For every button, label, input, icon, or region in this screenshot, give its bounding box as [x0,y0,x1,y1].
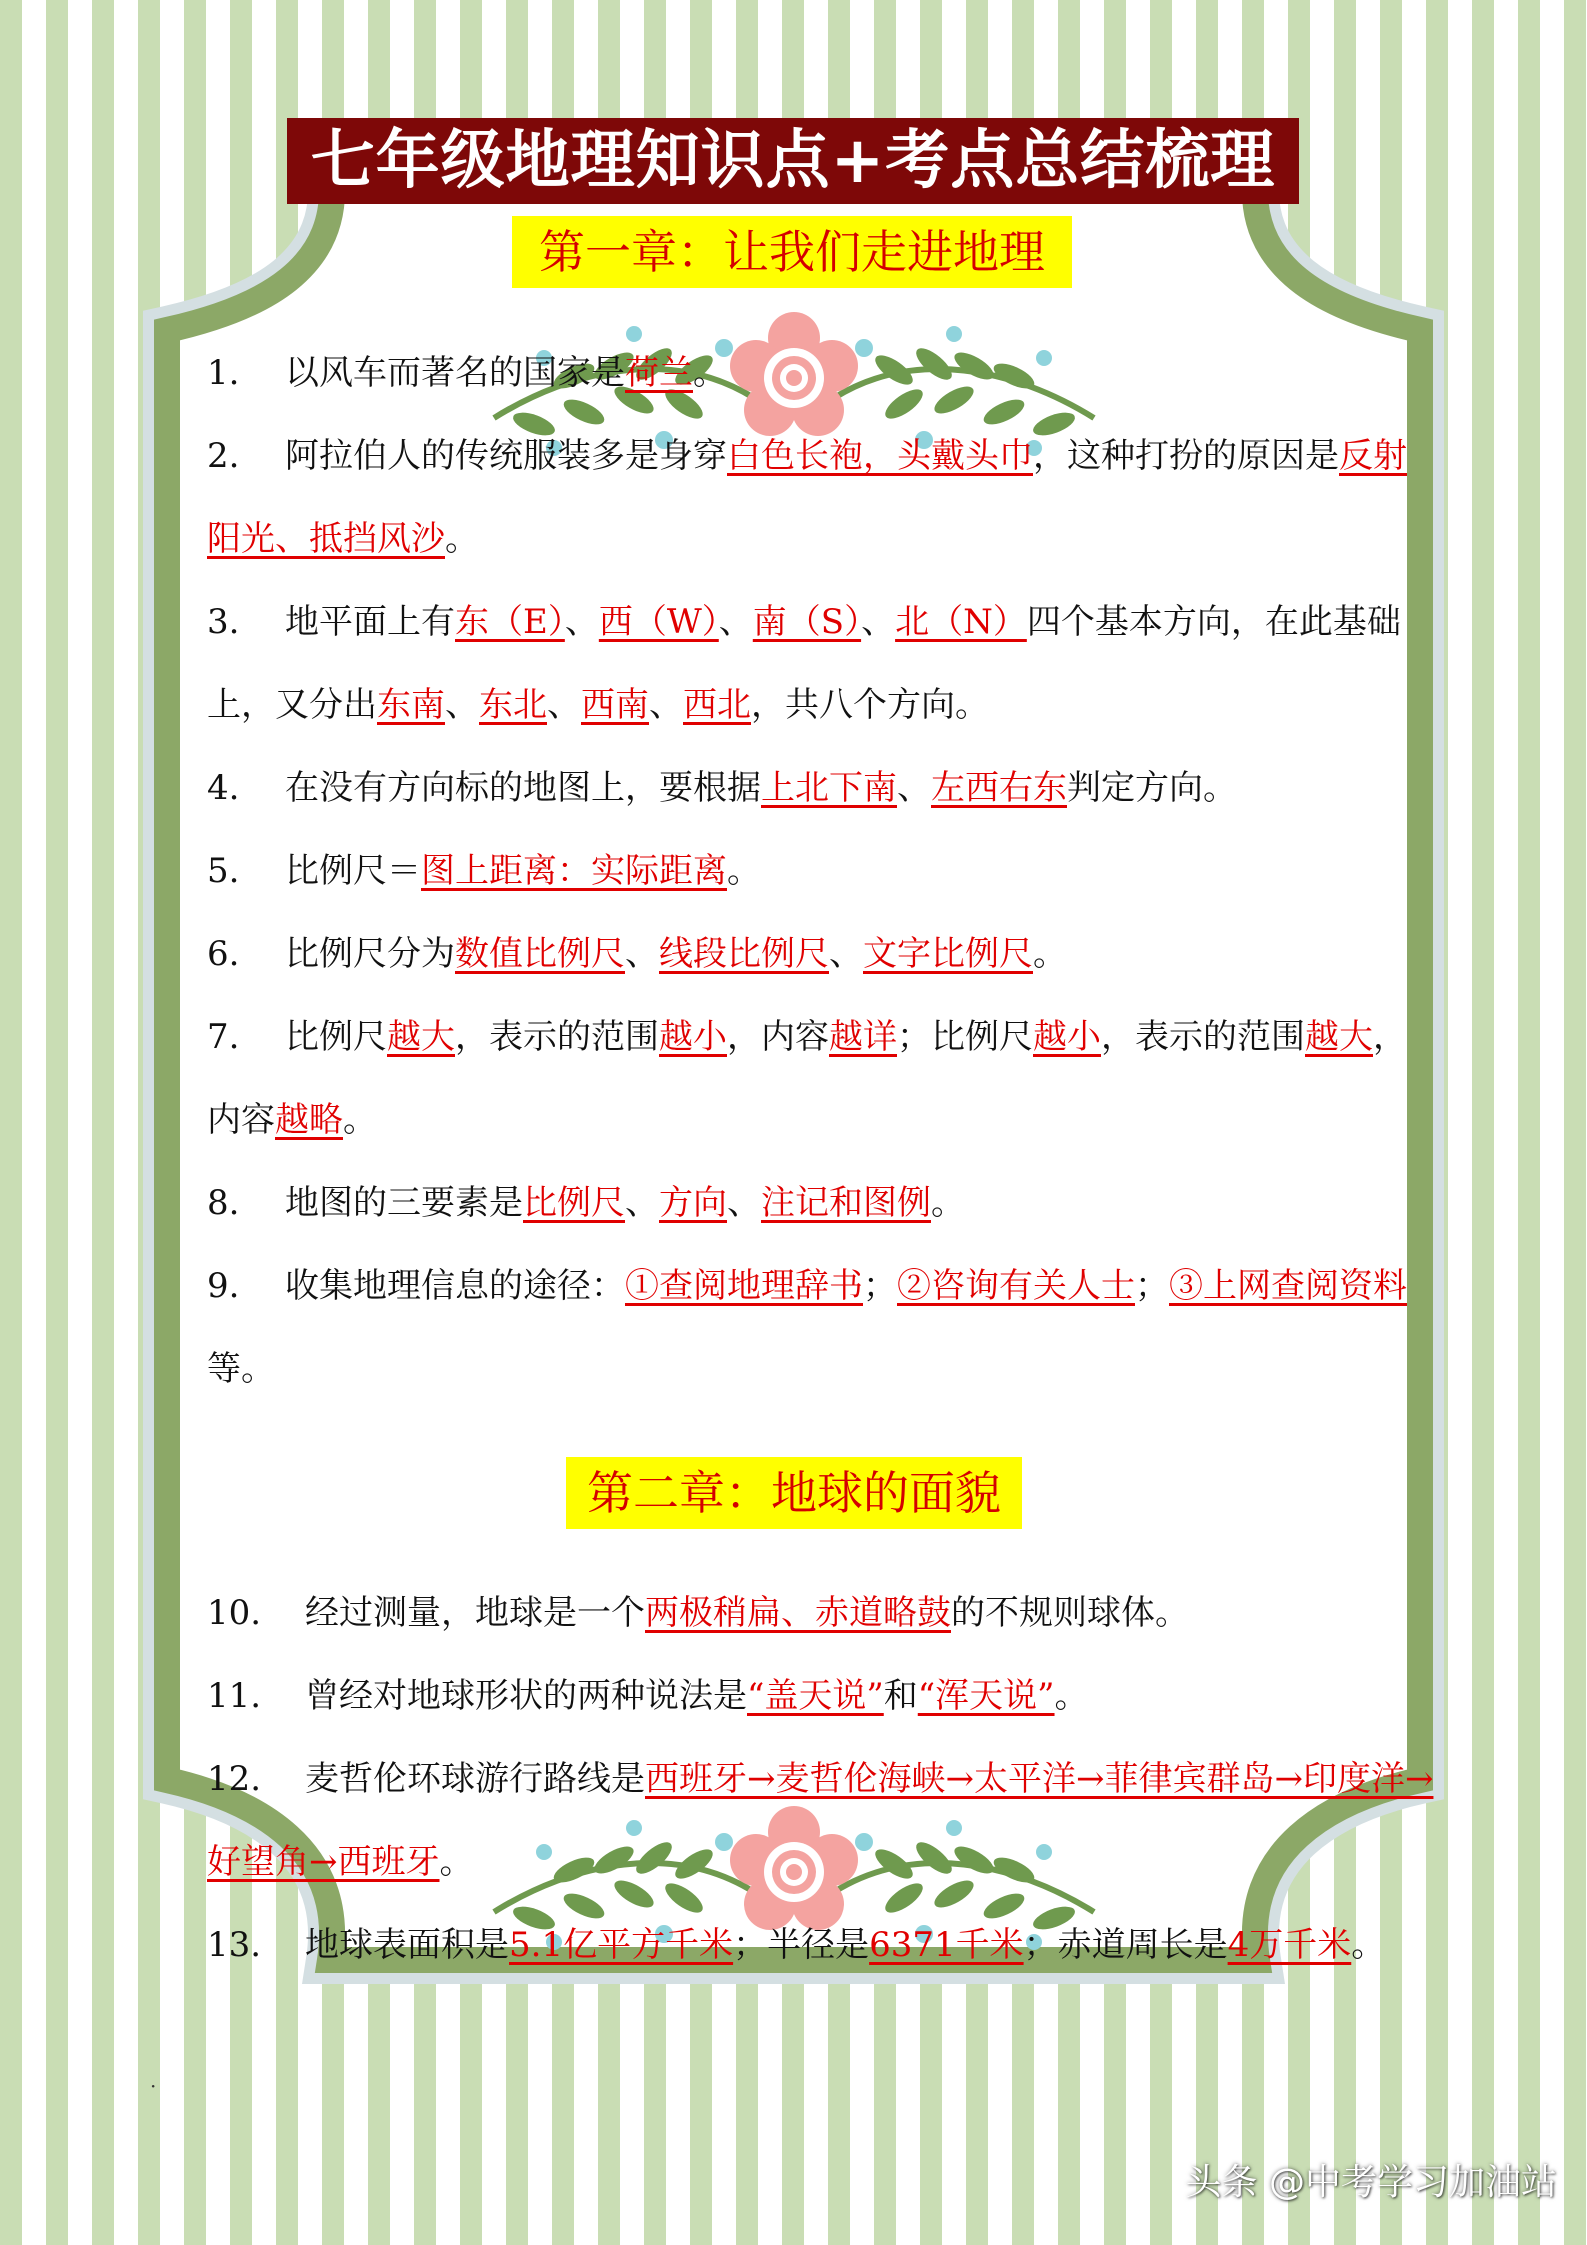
answer-fill: 两极稍扁、赤道略鼓 [645,1593,951,1633]
item-text: ，表示的范围 [1101,1017,1305,1057]
answer-fill: 4万千米 [1227,1925,1352,1965]
item-text: 比例尺＝ [285,851,421,891]
answer-fill: 线段比例尺 [659,934,829,974]
answer-fill: “浑天说” [917,1676,1055,1716]
item-number: 1. [207,353,240,393]
answer-fill: ②咨询有关人士 [897,1266,1135,1306]
answer-fill: 6371千米 [869,1925,1024,1965]
item-number: 12. [207,1759,262,1799]
list-item [207,996,1437,1162]
item-text: 四个基本方向，在此基础上，又分出 [207,602,1401,725]
answer-fill: 荷兰 [625,353,693,393]
list-item [207,1738,1437,1904]
item-text: 、 [727,1183,761,1223]
item-text: ，内容 [727,1017,829,1057]
answer-fill: 文字比例尺 [863,934,1033,974]
item-number: 3. [207,602,240,642]
item-number: 5. [207,851,240,891]
item-text: 地平面上有 [285,602,455,642]
chapter-2-heading: 第二章：地球的面貌 [566,1457,1022,1529]
answer-fill: 南（S） [752,602,862,642]
list-item [207,913,1437,996]
item-number: 2. [207,436,240,476]
item-text: ，共八个方向。 [751,685,989,725]
item-text: ；赤道周长是 [1023,1925,1228,1965]
item-text: 。 [439,1842,474,1882]
list-item [207,1162,1437,1245]
item-text: 、 [649,685,683,725]
item-text: 等。 [207,1349,275,1389]
item-text: ；半径是 [733,1925,870,1965]
item-text: 。 [1054,1676,1089,1716]
item-number: 4. [207,768,240,808]
item-text: 、 [897,768,931,808]
item-text: ，这种打扮的原因是 [1033,436,1339,476]
answer-fill: 方向 [659,1183,727,1223]
answer-fill: 白色长袍，头戴头巾 [727,436,1033,476]
item-text: 、 [547,685,581,725]
item-number: 13. [207,1925,262,1965]
answer-fill: 越小 [659,1017,727,1057]
answer-fill: 西北 [683,685,751,725]
answer-fill: 左西右东 [931,768,1067,808]
list-item [207,1245,1437,1411]
item-text: 。 [445,519,479,559]
item-number: 7. [207,1017,240,1057]
item-text: ，内容 [207,1017,1407,1140]
item-text: 以风车而著名的国家是 [285,353,625,393]
answer-fill: 数值比例尺 [455,934,625,974]
item-text: 比例尺分为 [285,934,455,974]
item-text: 。 [931,1183,965,1223]
answer-fill: 注记和图例 [761,1183,931,1223]
item-text: 。 [1033,934,1067,974]
list-item [207,1904,1437,1987]
answer-fill: 东（E） [455,602,565,642]
answer-fill: 越详 [829,1017,897,1057]
answer-fill: 比例尺 [523,1183,625,1223]
item-text: 和 [883,1676,918,1716]
list-item [207,747,1437,830]
item-text: 收集地理信息的途径： [285,1266,625,1306]
item-text: ； [863,1266,897,1306]
item-number: 8. [207,1183,240,1223]
item-number: 10. [207,1593,262,1633]
item-text: 。 [343,1100,377,1140]
item-text: 。 [727,851,761,891]
answer-fill: ③上网查阅资料 [1169,1266,1407,1306]
item-text: 曾经对地球形状的两种说法是 [305,1676,747,1716]
list-item [207,581,1437,747]
answer-fill: 北（N） [895,602,1027,642]
item-text: 、 [625,934,659,974]
item-text: 比例尺 [285,1017,387,1057]
item-text: 、 [718,602,753,642]
item-text: 地球表面积是 [305,1925,509,1965]
item-number: 6. [207,934,240,974]
answer-fill: 越大 [1305,1017,1373,1057]
answer-fill: 图上距离：实际距离 [421,851,727,891]
watermark: 头条 @中考学习加油站 [1185,2162,1557,2203]
answer-fill: 越大 [387,1017,455,1057]
chapter-2-list [207,1572,1437,1987]
item-text: 的不规则球体。 [951,1593,1189,1633]
item-text: 、 [829,934,863,974]
stray-mark: · [150,2074,157,2098]
item-text: 、 [445,685,479,725]
item-text: ； [1135,1266,1169,1306]
page-title: 七年级地理知识点+考点总结梳理 [287,118,1299,204]
answer-fill: 越小 [1033,1017,1101,1057]
item-text: 、 [625,1183,659,1223]
item-text: ；比例尺 [897,1017,1033,1057]
item-text: 、 [861,602,896,642]
list-item [207,1572,1437,1655]
chapter-1-list [207,332,1437,1411]
answer-fill: 西南 [581,685,649,725]
item-text: 。 [693,353,727,393]
list-item [207,1655,1437,1738]
answer-fill: 上北下南 [761,768,897,808]
answer-fill: 越略 [275,1100,343,1140]
item-text: 。 [1351,1925,1386,1965]
item-text: 地图的三要素是 [285,1183,523,1223]
item-text: 在没有方向标的地图上，要根据 [285,768,761,808]
item-text: ，表示的范围 [455,1017,659,1057]
item-text: 阿拉伯人的传统服装多是身穿 [285,436,727,476]
answer-fill: 东北 [479,685,547,725]
item-text: 经过测量，地球是一个 [305,1593,645,1633]
list-item [207,830,1437,913]
item-text: 、 [564,602,599,642]
answer-fill: 东南 [377,685,445,725]
answer-fill: 西（W） [598,602,719,642]
item-number: 11. [207,1676,262,1716]
answer-fill: 5.1亿平方千米 [509,1925,734,1965]
answer-fill: “盖天说” [747,1676,884,1716]
answer-fill: 西班牙→麦哲伦海峡→太平洋→菲律宾群岛→印度洋→好望角→西班牙 [207,1759,1434,1882]
answer-fill: ①查阅地理辞书 [625,1266,863,1306]
list-item [207,415,1437,581]
item-text: 麦哲伦环球游行路线是 [305,1759,645,1799]
answer-fill: 反射阳光、抵挡风沙 [207,436,1407,559]
item-number: 9. [207,1266,240,1306]
list-item [207,332,1437,415]
chapter-1-heading: 第一章：让我们走进地理 [512,216,1072,288]
item-text: 判定方向。 [1067,768,1237,808]
